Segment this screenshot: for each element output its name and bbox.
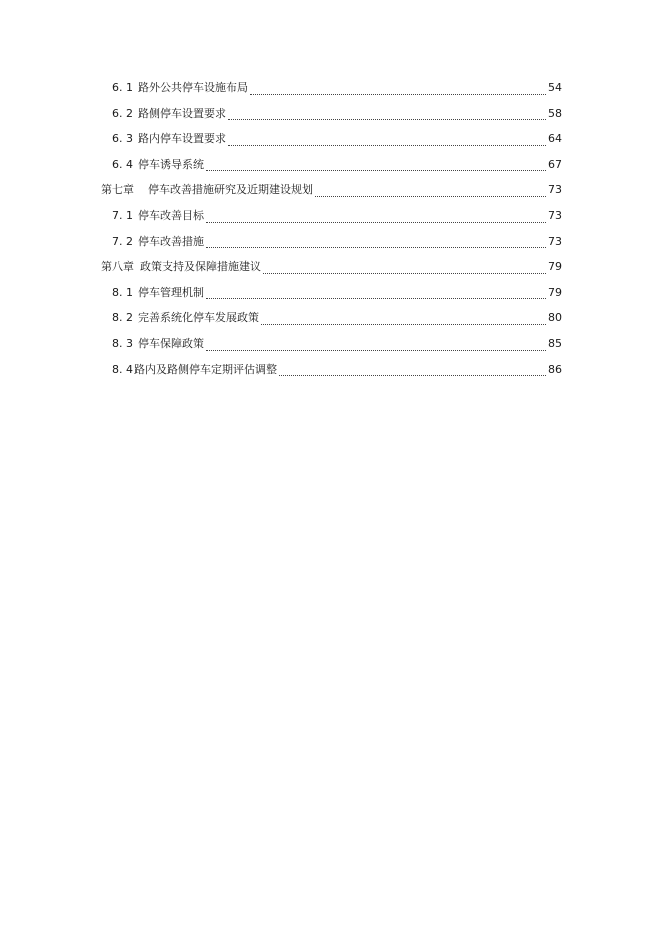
toc-entry-number: 8. 4 [112, 362, 133, 376]
toc-entry-page: 73 [548, 208, 562, 222]
toc-entry-page: 58 [548, 106, 562, 120]
dot-leader [206, 221, 546, 223]
toc-entry-page: 64 [548, 132, 562, 146]
toc-chapter-number: 第七章 [101, 183, 134, 197]
dot-leader [261, 323, 546, 325]
toc-entry-page: 54 [548, 81, 562, 94]
toc-entry-chapter-7[interactable] [0, 180, 562, 206]
dot-leader [315, 195, 546, 197]
toc-entry-number: 6. 4 [112, 157, 133, 171]
toc-entry-page: 85 [548, 336, 562, 350]
toc-entry-title: 路侧停车设置要求 [138, 106, 226, 120]
toc-entry-title: 停车诱导系统 [138, 157, 204, 171]
toc-entry-chapter-8[interactable] [0, 257, 562, 283]
toc-entry-title: 停车改善措施 [138, 234, 204, 248]
dot-leader [206, 246, 546, 248]
toc-entry-page: 86 [548, 362, 562, 376]
dot-leader [228, 118, 546, 120]
toc-entry-7-1[interactable] [0, 206, 562, 232]
toc-entry-title: 路外公共停车设施布局 [138, 81, 248, 94]
toc-entry-title: 完善系统化停车发展政策 [138, 311, 259, 325]
toc-entry-number: 8. 1 [112, 285, 133, 299]
dot-leader [206, 297, 546, 299]
toc-entry-page: 73 [548, 183, 562, 197]
toc-entry-page: 73 [548, 234, 562, 248]
toc-entry-number: 7. 1 [112, 208, 133, 222]
dot-leader [250, 93, 546, 95]
toc-entry-number: 6. 2 [112, 106, 133, 120]
toc-entry-number: 8. 3 [112, 336, 133, 350]
toc-entry-6-2[interactable] [0, 104, 562, 130]
toc-entry-number: 6. 3 [112, 132, 133, 146]
dot-leader [206, 349, 546, 351]
toc-entry-8-4[interactable] [0, 360, 562, 386]
toc-chapter-number: 第八章 [101, 260, 134, 274]
dot-leader [279, 374, 546, 376]
toc-entry-6-4[interactable] [0, 155, 562, 181]
toc-entry-8-3[interactable] [0, 334, 562, 360]
dot-leader [263, 272, 546, 274]
toc-entry-8-1[interactable] [0, 283, 562, 309]
toc-entry-8-2[interactable] [0, 308, 562, 334]
toc-entry-number: 7. 2 [112, 234, 133, 248]
toc-entry-page: 80 [548, 311, 562, 325]
toc-entry-7-2[interactable] [0, 232, 562, 258]
table-of-contents [0, 78, 662, 385]
dot-leader [206, 169, 546, 171]
toc-entry-title: 政策支持及保障措施建议 [140, 260, 261, 274]
toc-entry-number: 6. 1 [112, 81, 133, 94]
toc-entry-page: 79 [548, 260, 562, 274]
toc-entry-title: 停车改善目标 [138, 208, 204, 222]
toc-entry-title: 停车管理机制 [138, 285, 204, 299]
dot-leader [228, 144, 546, 146]
toc-entry-6-1[interactable] [0, 78, 562, 104]
toc-entry-page: 67 [548, 157, 562, 171]
toc-entry-page: 79 [548, 285, 562, 299]
toc-entry-title: 路内停车设置要求 [138, 132, 226, 146]
toc-entry-title: 停车改善措施研究及近期建设规划 [148, 183, 313, 197]
toc-entry-6-3[interactable] [0, 129, 562, 155]
toc-entry-title: 停车保障政策 [138, 336, 204, 350]
toc-entry-title: 路内及路侧停车定期评估调整 [134, 362, 277, 376]
toc-entry-number: 8. 2 [112, 311, 133, 325]
